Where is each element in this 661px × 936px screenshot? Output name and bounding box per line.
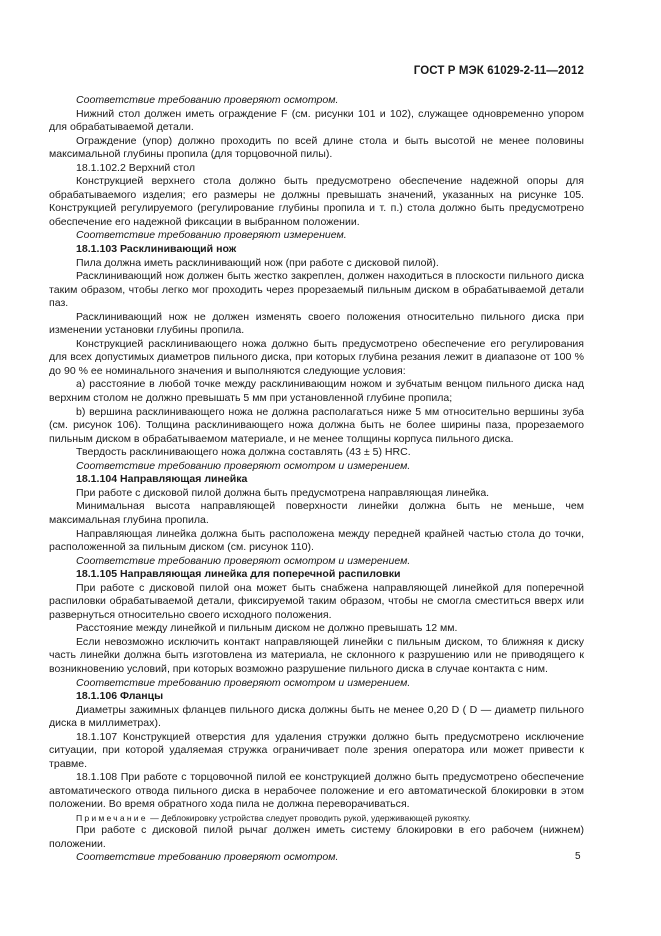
closing-paragraphs <box>49 824 584 865</box>
document-body <box>49 94 584 865</box>
paragraph: 18.1.102.2 Верхний стол <box>76 161 196 174</box>
section-heading: 18.1.104 Направляющая линейка <box>76 473 248 486</box>
paragraph: Конструкцией расклинивающего ножа должно быть предусмотрено обеспечение его регулирования для всех допустимых диаметров пильного диска, при которых глубина резания лежит в диапазоне от 100 % до 90 % ее номинального значения и выполняются следующие условия: <box>49 337 584 377</box>
paragraph: Твердость расклинивающего ножа должна составлять (43 ± 5) HRC. <box>76 446 411 459</box>
paragraph: Нижний стол должен иметь ограждение F (см. рисунки 101 и 102), служащее одновременно упором для обрабатываемой детали. <box>49 107 584 134</box>
paragraph: Конструкцией верхнего стола должно быть предусмотрено обеспечение надежной опоры для обрабатываемого изделия; его размеры не должны превышать значений, указанных на рисунке 105. Конструкцией регулируемого (регулирование глубины пропила и т. п.) стола должно быть предусмотрено обеспечение его надежной фиксации в выбранном положении. <box>49 175 584 228</box>
paragraph: а) расстояние в любой точке между расклинивающим ножом и зубчатым венцом пильного диска над верхним столом не должно превышать 5 мм при установленной глубине пропила; <box>49 378 584 405</box>
paragraph: Направляющая линейка должна быть расположена между передней крайней частью стола до точки, расположенной за пильным диском (см. рисунок 110). <box>49 527 584 554</box>
note-text: — Деблокировку устройства следует проводить рукой, удерживающей рукоятку. <box>147 812 471 823</box>
paragraph: Ограждение (упор) должно проходить по всей длине стола и быть высотой не менее половины максимальной глубины пропила (для торцовочной пилы). <box>49 134 584 161</box>
section-heading: 18.1.103 Расклинивающий нож <box>76 243 237 256</box>
paragraph: При работе с дисковой пилой должна быть предусмотрена направляющая линейка. <box>76 486 490 499</box>
paragraph: 18.1.107 Конструкцией отверстия для удаления стружки должно быть предусмотрено исключение ситуации, при которой удаляемая стружка ограничивает поле зрения оператора или может привести к травме. <box>49 730 584 770</box>
paragraph: Соответствие требованию проверяют осмотром и измерением. <box>76 554 411 567</box>
paragraph: Расстояние между линейкой и пильным диском не должно превышать 12 мм. <box>76 622 458 635</box>
section-heading: 18.1.105 Направляющая линейка для поперечной распиловки <box>76 568 401 581</box>
section-heading: 18.1.106 Фланцы <box>76 690 164 703</box>
page-number: 5 <box>575 851 581 862</box>
paragraph: 18.1.108 При работе с торцовочной пилой ее конструкцией должно быть предусмотрено обеспечение автоматического отвода пильного диска в нерабочее положение и его автоматической блокировки в этом положении. Во время обратного хода пила не должна переворачиваться. <box>49 771 584 811</box>
paragraph-list <box>49 94 584 812</box>
paragraph: Пила должна иметь расклинивающий нож (при работе с дисковой пилой). <box>76 256 439 269</box>
paragraph: Соответствие требованию проверяют измерением. <box>76 229 347 242</box>
paragraph: Соответствие требованию проверяют осмотром. <box>76 851 339 864</box>
paragraph: Расклинивающий нож должен быть жестко закреплен, должен находиться в плоскости пильного диска таким образом, чтобы легко мог проходить через прорезаемый пильным диском в обрабатываемой детали паз. <box>49 270 584 310</box>
paragraph: Если невозможно исключить контакт направляющей линейки с пильным диском, то ближняя к диску часть линейки должна быть изготовлена из материала, не склонного к разрушению или не приводящего к возникновению условий, при которых возможно разрушение пильного диска в случае контакта с ним. <box>49 635 584 675</box>
paragraph: Соответствие требованию проверяют осмотром и измерением. <box>76 676 411 689</box>
paragraph: Соответствие требованию проверяют осмотром. <box>76 94 339 106</box>
paragraph: Диаметры зажимных фланцев пильного диска должны быть не менее 0,20 D ( D — диаметр пильного диска в миллиметрах). <box>49 703 584 730</box>
paragraph: При работе с дисковой пилой рычаг должен иметь систему блокировки в его рабочем (нижнем) положении. <box>49 823 584 850</box>
paragraph: b) вершина расклинивающего ножа не должна располагаться ниже 5 мм относительно вершины зуба (см. рисунок 106). Толщина расклинивающего ножа должна быть не более ширины паза, прорезаемого пильным диском в обрабатываемом материале, и не менее толщины корпуса пильного диска. <box>49 405 584 445</box>
note-label: Примечание <box>76 812 148 823</box>
paragraph: Расклинивающий нож не должен изменять своего положения относительно пильного диска при изменении установки глубины пропила. <box>49 310 584 337</box>
paragraph: При работе с дисковой пилой она может быть снабжена направляющей линейкой для поперечной распиловки обрабатываемой детали, фиксируемой таким образом, чтобы не смогла сместиться вверх или развернуться относительно своего исходного положения. <box>49 581 584 621</box>
paragraph: Минимальная высота направляющей поверхности линейки должна быть не меньше, чем максимальная глубина пропила. <box>49 500 584 526</box>
paragraph: Соответствие требованию проверяют осмотром и измерением. <box>76 459 411 472</box>
note <box>49 812 584 824</box>
document-header: ГОСТ Р МЭК 61029-2-11—2012 <box>413 65 584 77</box>
